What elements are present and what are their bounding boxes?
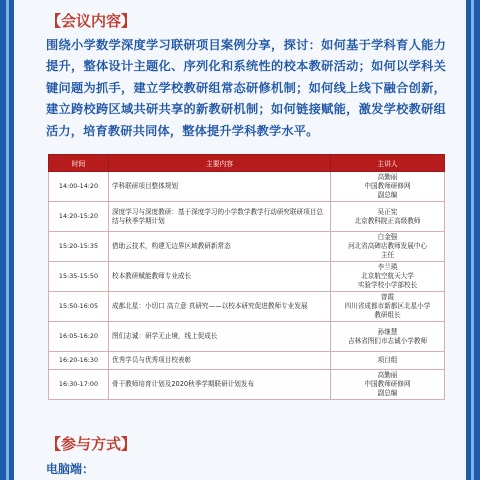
row-time: 15:50-16:05	[49, 292, 109, 322]
speaker-line: 白金强	[377, 233, 398, 241]
table-header-row	[49, 155, 445, 172]
section-heading-content: 【会议内容】	[46, 12, 137, 30]
table-row	[49, 352, 445, 370]
row-content: 学科联研项目整体规划	[109, 172, 331, 202]
row-time: 14:20-15:20	[49, 202, 109, 232]
speaker-line: 北京教科院正高级教师	[354, 216, 421, 225]
speaker-line: 李兰瑛	[377, 263, 398, 271]
speaker-line: 四川省成都市新都区北星小学	[344, 302, 431, 310]
agenda-table	[48, 154, 445, 400]
row-content: 借助云技术，构建无边界区域教研新常态	[109, 232, 331, 262]
row-time: 15:20-15:35	[49, 232, 109, 262]
row-speaker	[331, 262, 445, 292]
speaker-line: 河北省高碑店教师发展中心	[347, 242, 428, 250]
speaker-line: 高勤丽	[377, 173, 398, 181]
header-content: 主要内容	[109, 155, 331, 172]
row-speaker	[331, 352, 445, 370]
row-content: 深度学习与深度教研：基于深度学习的小学数学教学行动研究联研项目总结与秋季学期计划	[109, 202, 331, 232]
speaker-line: 吉林省图们市志诚小学教师	[347, 336, 428, 345]
row-speaker	[331, 202, 445, 232]
header-time: 时间	[49, 155, 109, 172]
speaker-line: 曾霞	[380, 293, 395, 301]
row-speaker	[331, 322, 445, 352]
row-time: 16:05-16:20	[49, 322, 109, 352]
row-speaker	[331, 370, 445, 400]
speaker-line: 项目组	[377, 356, 398, 364]
table-row	[49, 172, 445, 202]
speaker-line: 吴正宪	[377, 207, 398, 216]
table-row	[49, 370, 445, 400]
speaker-line: 副总编	[377, 191, 398, 199]
row-time: 16:30-17:00	[49, 370, 109, 400]
speaker-line: 高勤丽	[377, 371, 398, 379]
row-content: 骨干教师培育计划及2020秋季学期联研计划发布	[109, 370, 331, 400]
speaker-line: 中国教师研修网	[364, 182, 411, 190]
speaker-line: 北京航空航天大学	[361, 272, 414, 280]
row-content: 校本教研赋能教师专业成长	[109, 262, 331, 292]
table-row	[49, 322, 445, 352]
speaker-line: 中国教师研修网	[364, 380, 411, 388]
speaker-line: 孙继慧	[377, 327, 398, 336]
section-heading-participation: 【参与方式】	[46, 435, 137, 453]
row-speaker	[331, 172, 445, 202]
speaker-line: 副总编	[377, 389, 398, 397]
intro-paragraph: 围绕小学数学深度学习联研项目案例分享，探讨：如何基于学科育人能力提升，整体设计主题化、序列化和系统性的校本教研活动；如何以学科关键问题为抓手，建立学校教研组常态研修机制；如何线上线下融合创新，建立跨校跨区域共研共享的新教研机制；如何链接赋能，激发学校教研组活力，培育教研共同体，整体提升学科教学水平。	[46, 38, 446, 138]
row-time: 14:00-14:20	[49, 172, 109, 202]
row-time: 15:35-15:50	[49, 262, 109, 292]
speaker-line: 实验学校小学部校长	[357, 281, 418, 289]
row-content: 图们志诚：研学无止境，线上促成长	[109, 322, 331, 352]
row-content: 优秀学员与优秀项目校表彰	[109, 352, 331, 370]
device-label-pc: 电脑端：	[46, 462, 95, 476]
table-row	[49, 292, 445, 322]
row-time: 16:20-16:30	[49, 352, 109, 370]
table-row	[49, 262, 445, 292]
row-speaker	[331, 232, 445, 262]
row-speaker	[331, 292, 445, 322]
speaker-line: 教研组长	[374, 311, 401, 319]
row-content: 成都北星：小切口 高立意 真研究——以校本研究促进教师专业发展	[109, 292, 331, 322]
table-row	[49, 232, 445, 262]
table-row	[49, 202, 445, 232]
header-speaker: 主讲人	[331, 155, 445, 172]
speaker-line: 主任	[380, 251, 395, 259]
